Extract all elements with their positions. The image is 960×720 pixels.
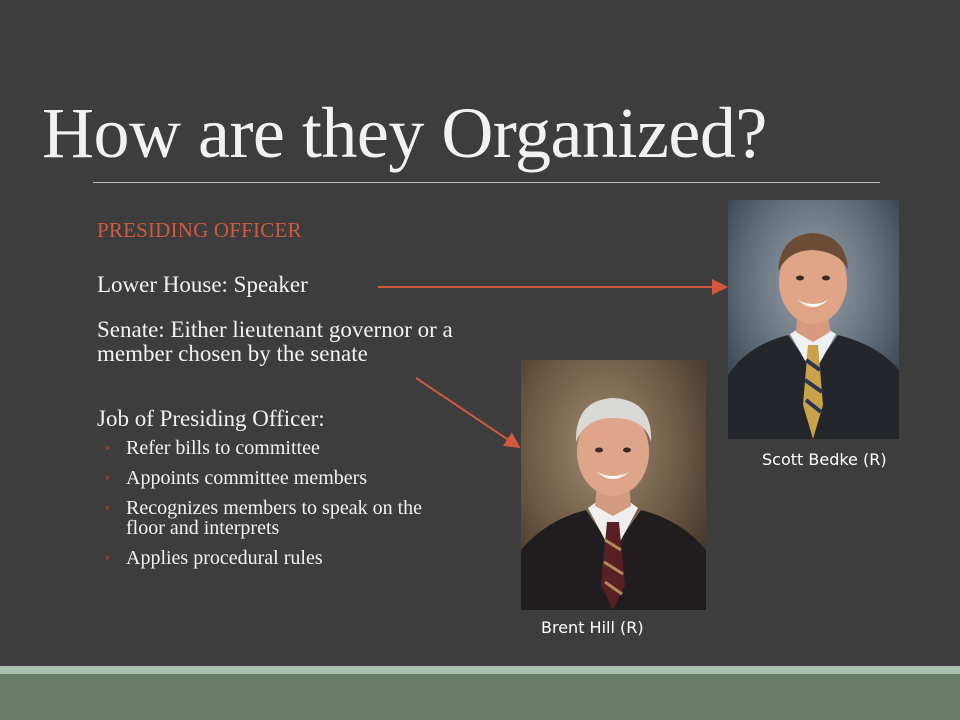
portrait-scott-bedke xyxy=(728,200,899,439)
bullet-item xyxy=(105,498,455,538)
job-bullet-list xyxy=(105,438,455,578)
bullet-text: Recognizes members to speak on the floor and interprets xyxy=(126,497,423,539)
bullet-marker: ◦ xyxy=(105,471,110,486)
bullet-text: Appoints committee members xyxy=(126,467,368,489)
title-divider xyxy=(93,182,880,183)
bullet-item xyxy=(105,438,455,458)
portrait-hill-image xyxy=(521,360,706,610)
bullet-text: Refer bills to committee xyxy=(126,437,320,459)
senate-text: Senate: Either lieutenant governor or a member chosen by the senate xyxy=(97,317,453,366)
portrait-brent-hill xyxy=(521,360,706,610)
job-heading: Job of Presiding Officer: xyxy=(97,406,325,431)
caption-scott-bedke: Scott Bedke (R) xyxy=(762,450,887,469)
slide-title: How are they Organized? xyxy=(42,93,767,173)
footer-bar xyxy=(0,674,960,720)
bullet-item xyxy=(105,548,455,568)
section-heading: PRESIDING OFFICER xyxy=(97,218,302,242)
portrait-bedke-image xyxy=(728,200,899,439)
bullet-marker: ◦ xyxy=(105,441,110,456)
footer-accent-band xyxy=(0,666,960,674)
arrow-to-senate-officer xyxy=(416,378,519,447)
lower-house-text: Lower House: Speaker xyxy=(97,272,308,297)
bullet-marker: ◦ xyxy=(105,551,110,566)
bullet-marker: ◦ xyxy=(105,501,110,516)
bullet-item xyxy=(105,468,455,488)
bullet-text: Applies procedural rules xyxy=(126,547,323,569)
caption-brent-hill: Brent Hill (R) xyxy=(541,618,644,637)
